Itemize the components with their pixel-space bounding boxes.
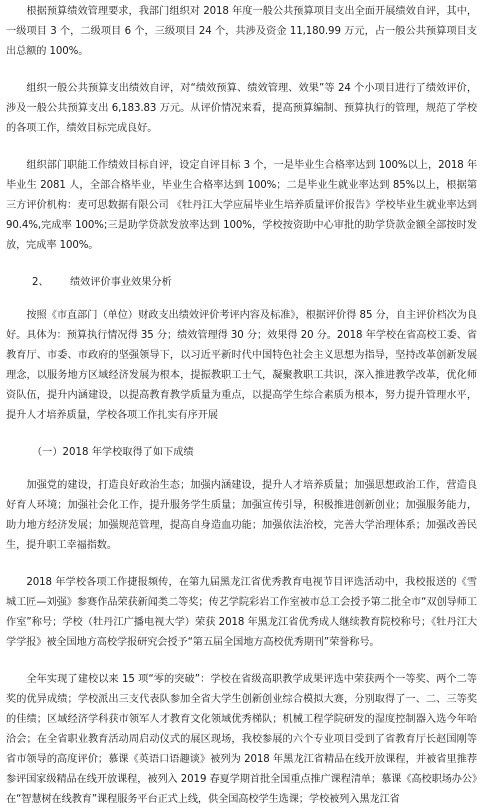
- section-title: 绩效评价事业效果分析: [70, 277, 172, 288]
- paragraph-evaluation-score: 按照《市直部门（单位）财政支出绩效评价考评内容及标准》，根据评价得 85 分，自主评价档次为良好。具体为：预算执行情况得 35 分；绩效管理得 30 分；效果得 20 分。2018 年学校在省高校工委、省教育厅、市委、市政府的坚强领导下，以习近平新时代中国特色社会主义思想为指导，坚持改革创新发展理念，以服务地方区域经济发展为根本，提振教职工士气，凝聚教职工共识，深入推进教学改革，优化师资队伍，提升内涵建设，以提高教育教学质量为重点，以提高学生综合素质为根本，努力提升管理水平，提升人才培养质量，学校各项工作扎实有序开展: [6, 310, 477, 421]
- paragraph-awards: 2018 年学校各项工作捷报频传，在第九届黑龙江省优秀教育电视节目评选活动中，我校报送的《雪城工匠—刘强》参赛作品荣获新闻类二等奖；传艺学院彩岩工作室被市总工会授予第二批全市“双创导师工作室”称号；学校（牡丹江广播电视大学）荣获 2018 年黑龙江省优秀成人继续教育院校称号；《牡丹江大学学报》被全国地方高校学报研究会授予“第五届全国地方高校优秀期刊”荣誉称号。: [6, 577, 477, 648]
- section-number: 2、: [32, 277, 49, 288]
- paragraph-department-goals: 组织部门职能工作绩效目标自评，设定自评目标 3 个，一是毕业生合格率达到 100%以上，2018 年毕业生 2081 人，全部合格毕业，毕业生合格率达到 100%；二是毕业生就业率达到 85%以上，根据第三方评价机构：麦可思数据有限公司 《牡丹江大学应届毕业生培养质量评价报告》学校毕业生就业率达到 90.4%,完成率 100%;三是助学贷款发放率达到 100%，学校按资助中心审批的助学贷款金额全部按时发放，完成率 100%。: [6, 160, 477, 251]
- section-heading: [6, 273, 477, 293]
- paragraph-general-budget: 组织一般公共预算支出绩效自评，对“绩效预算、绩效管理、效果”等 24 个小项目进行了绩效评价，涉及一般公共预算支出 6,183.83 万元。从评价情况来看，提高预算编制、预算执行的管理，规范了学校的各项工作，绩效目标完成良好。: [6, 83, 477, 134]
- paragraph-strengthening-measures: 加强党的建设，打造良好政治生态；加强内涵建设，提升人才培养质量；加强思想政治工作，营造良好育人环境；加强社会化工作，提升服务学生质量；加强宣传引导，积极推进创新创业；加强服务能力，助力地方经济发展；加强规范管理，提高自身造血功能；加强依法治校，完善大学治理体系；加强改善民生，提升职工幸福指数。: [6, 480, 477, 551]
- paragraph-breakthroughs: 全年实现了建校以来 15 项“零的突破”：学校在省级高职教学成果评选中荣获两个一等奖、两个二等奖的优异成绩；学校派出三支代表队参加全省大学生创新创业综合模拟大赛，分别取得了一、二、三等奖的佳绩；区域经济学科获市领军人才教育文化领域优秀梯队；机械工程学院研发的湿度控制器入选今年哈洽会；在全省职业教育活动周启动仪式的展区现场，我校参展的六个专业项目受到了省教育厅长赵国刚等省市领导的高度评价；慕课《英语口语趣谈》被列为 2018 年黑龙江省精品在线开放课程，并被省里推荐参评国家级精品在线开放课程，被列入 2019 春夏学期首批全国重点推广课程清单；慕课《高校职场办公》在“智慧树在线教育”课程服务平台正式上线，供全国高校学生选课；学校被列入黑龙江省: [6, 674, 477, 805]
- paragraph-budget-overview: 根据预算绩效管理要求，我部门组织对 2018 年度一般公共预算项目支出全面开展绩效自评，其中，一级项目 3 个，二级项目 6 个，三级项目 24 个，共涉及资金 11,180.99 万元，占一般公共预算项目支出总额的 100%。: [6, 6, 477, 57]
- subheading-achievements: （一）2018 年学校取得了如下成绩: [32, 447, 194, 458]
